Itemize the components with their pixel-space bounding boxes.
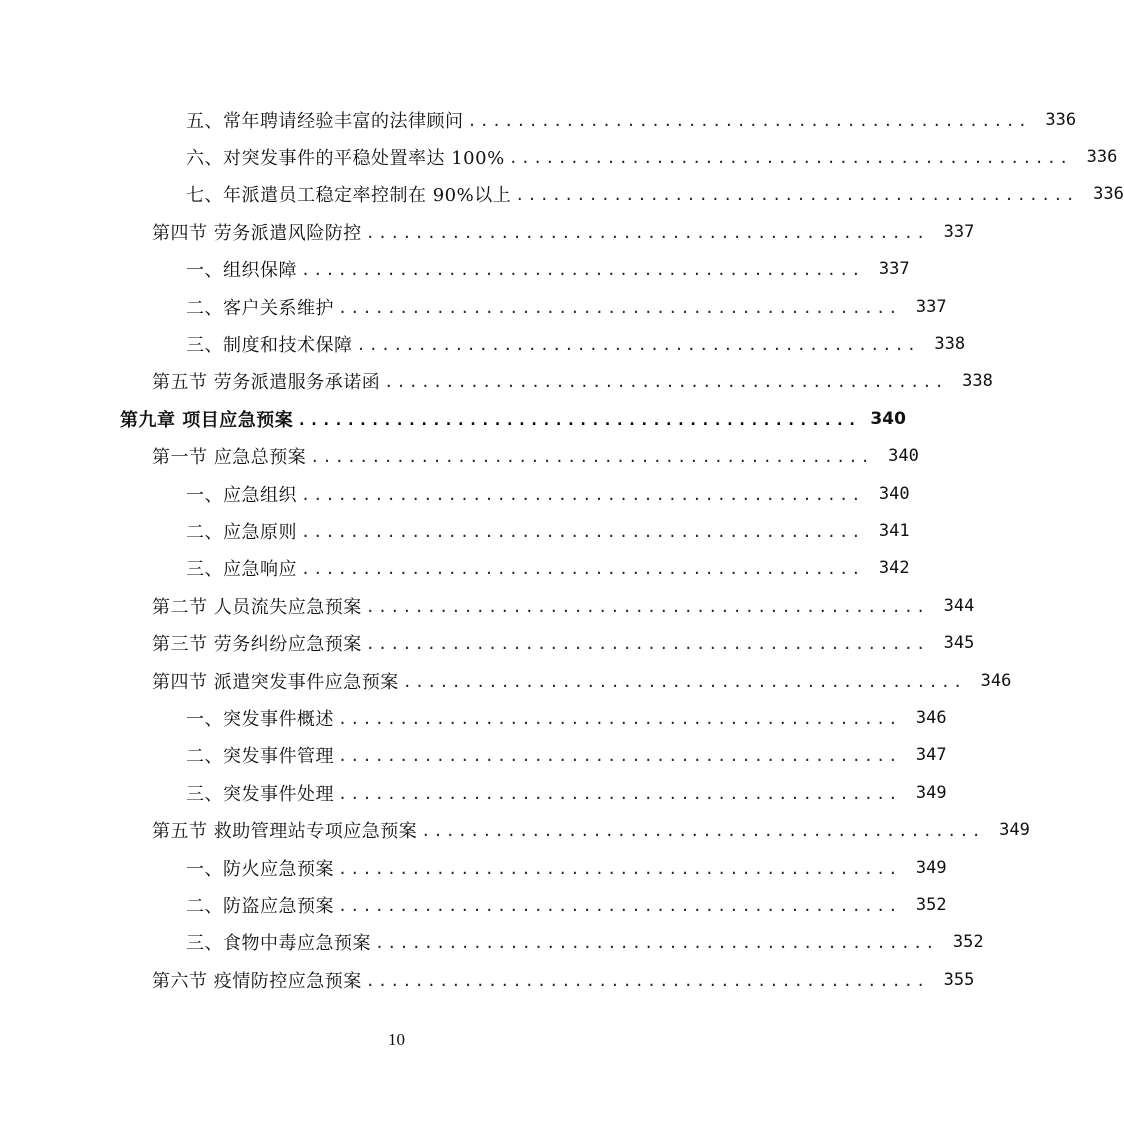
toc-dot-leader: .............................................. bbox=[365, 597, 929, 616]
toc-entry[interactable] bbox=[0, 213, 975, 250]
toc-entry[interactable] bbox=[0, 699, 947, 736]
toc-entry[interactable] bbox=[0, 438, 919, 475]
toc-entry[interactable] bbox=[0, 325, 966, 362]
toc-dot-leader: .............................................. bbox=[301, 261, 864, 280]
toc-entry-page: 349 bbox=[999, 820, 1030, 841]
toc-dot-leader: .............................................. bbox=[421, 822, 984, 841]
toc-entry[interactable] bbox=[0, 624, 975, 661]
toc-entry-page: 340 bbox=[870, 408, 906, 429]
toc-entry[interactable] bbox=[0, 101, 1077, 138]
toc-entry[interactable] bbox=[0, 512, 910, 549]
toc-entry-title: 六、对突发事件的平稳处置率达 100% bbox=[186, 148, 505, 170]
toc-entry[interactable] bbox=[0, 550, 910, 587]
table-of-contents bbox=[0, 101, 1124, 998]
toc-dot-leader: .............................................. bbox=[467, 111, 1031, 130]
toc-entry-page: 349 bbox=[915, 857, 947, 878]
toc-entry[interactable] bbox=[0, 587, 975, 624]
toc-entry-title: 二、客户关系维护 bbox=[186, 297, 334, 319]
toc-dot-leader: .............................................. bbox=[508, 149, 1072, 168]
toc-dot-leader: .............................................. bbox=[515, 186, 1078, 205]
toc-entry[interactable] bbox=[0, 363, 993, 400]
toc-entry[interactable] bbox=[0, 811, 1030, 848]
toc-entry-page: 337 bbox=[878, 259, 910, 280]
toc-entry-page: 349 bbox=[915, 782, 947, 803]
toc-entry[interactable] bbox=[0, 737, 947, 774]
toc-entry-page: 346 bbox=[915, 707, 947, 728]
toc-dot-leader: .............................................. bbox=[365, 635, 929, 654]
toc-dot-leader: .............................................. bbox=[338, 784, 901, 803]
toc-dot-leader: .............................................. bbox=[384, 373, 947, 392]
toc-entry-title: 二、突发事件管理 bbox=[186, 746, 334, 768]
toc-entry-page: 338 bbox=[962, 371, 993, 392]
toc-dot-leader: .............................................. bbox=[365, 971, 929, 990]
page-number: 10 bbox=[388, 1030, 405, 1049]
toc-dot-leader: .............................................. bbox=[301, 485, 864, 504]
toc-dot-leader: .............................................. bbox=[297, 410, 860, 429]
toc-entry[interactable] bbox=[0, 138, 1118, 175]
toc-entry-page: 341 bbox=[878, 520, 910, 541]
toc-entry-page: 346 bbox=[980, 670, 1012, 691]
toc-entry-page: 337 bbox=[943, 221, 975, 242]
toc-entry-page: 345 bbox=[943, 633, 975, 654]
toc-entry-title: 第三节 劳务纠纷应急预案 bbox=[152, 634, 362, 656]
toc-entry[interactable] bbox=[0, 176, 1124, 213]
toc-dot-leader: .............................................. bbox=[301, 560, 864, 579]
toc-entry[interactable] bbox=[0, 961, 975, 998]
toc-entry[interactable] bbox=[0, 924, 984, 961]
toc-entry-page: 337 bbox=[915, 296, 947, 317]
toc-entry-title: 三、突发事件处理 bbox=[186, 783, 334, 805]
toc-entry-page: 355 bbox=[943, 969, 975, 990]
toc-entry[interactable] bbox=[0, 662, 1012, 699]
toc-entry-page: 340 bbox=[878, 483, 910, 504]
toc-dot-leader: .............................................. bbox=[338, 747, 901, 766]
toc-dot-leader: .............................................. bbox=[365, 223, 929, 242]
toc-entry-page: 347 bbox=[915, 745, 947, 766]
toc-entry-page: 338 bbox=[934, 334, 966, 355]
toc-entry-title: 第二节 人员流失应急预案 bbox=[152, 596, 362, 618]
toc-entry[interactable] bbox=[0, 886, 947, 923]
toc-entry-page: 336 bbox=[1086, 147, 1118, 168]
toc-dot-leader: .............................................. bbox=[301, 522, 864, 541]
toc-dot-leader: .............................................. bbox=[338, 859, 901, 878]
toc-entry-title: 第六节 疫情防控应急预案 bbox=[152, 970, 362, 992]
toc-entry-title: 五、常年聘请经验丰富的法律顾问 bbox=[186, 110, 464, 132]
toc-entry-title: 第一节 应急总预案 bbox=[152, 447, 307, 469]
toc-entry-page: 342 bbox=[878, 558, 910, 579]
toc-entry-title: 一、应急组织 bbox=[186, 484, 297, 506]
toc-entry-title: 三、制度和技术保障 bbox=[186, 335, 353, 357]
toc-entry[interactable] bbox=[0, 400, 906, 437]
toc-entry[interactable] bbox=[0, 774, 947, 811]
toc-entry-page: 340 bbox=[888, 446, 919, 467]
toc-entry-page: 352 bbox=[915, 894, 947, 915]
toc-entry[interactable] bbox=[0, 475, 910, 512]
toc-entry[interactable] bbox=[0, 849, 947, 886]
toc-entry-title: 第九章 项目应急预案 bbox=[120, 409, 294, 431]
toc-entry-title: 三、应急响应 bbox=[186, 559, 297, 581]
toc-dot-leader: .............................................. bbox=[338, 298, 901, 317]
toc-entry-title: 一、组织保障 bbox=[186, 260, 297, 282]
toc-entry-title: 一、突发事件概述 bbox=[186, 708, 334, 730]
toc-dot-leader: .............................................. bbox=[375, 934, 938, 953]
toc-entry-title: 一、防火应急预案 bbox=[186, 858, 334, 880]
toc-dot-leader: .............................................. bbox=[338, 896, 901, 915]
toc-entry-page: 336 bbox=[1045, 109, 1077, 130]
toc-entry-page: 344 bbox=[943, 595, 975, 616]
toc-dot-leader: .............................................. bbox=[310, 448, 873, 467]
toc-dot-leader: .............................................. bbox=[338, 709, 901, 728]
toc-entry-title: 二、防盗应急预案 bbox=[186, 895, 334, 917]
toc-entry-title: 第五节 劳务派遣服务承诺函 bbox=[152, 372, 381, 394]
toc-dot-leader: .............................................. bbox=[402, 672, 966, 691]
toc-entry-title: 二、应急原则 bbox=[186, 521, 297, 543]
toc-entry-title: 第五节 救助管理站专项应急预案 bbox=[152, 821, 418, 843]
toc-entry[interactable] bbox=[0, 288, 947, 325]
toc-dot-leader: .............................................. bbox=[356, 336, 920, 355]
toc-entry-title: 第四节 派遣突发事件应急预案 bbox=[152, 671, 399, 693]
toc-entry-title: 第四节 劳务派遣风险防控 bbox=[152, 222, 362, 244]
toc-entry-title: 七、年派遣员工稳定率控制在 90%以上 bbox=[186, 185, 512, 207]
toc-entry[interactable] bbox=[0, 251, 910, 288]
toc-entry-page: 352 bbox=[952, 932, 984, 953]
toc-entry-page: 336 bbox=[1093, 184, 1124, 205]
toc-entry-title: 三、食物中毒应急预案 bbox=[186, 933, 371, 955]
